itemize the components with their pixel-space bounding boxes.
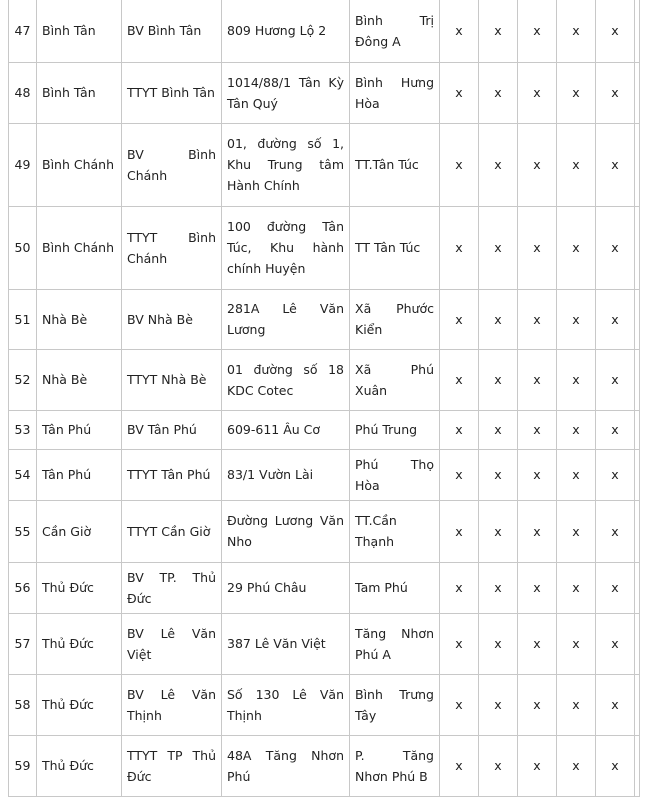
mark-cell: x: [440, 206, 479, 289]
mark-cell: x: [440, 449, 479, 500]
district-cell: Bình Chánh: [37, 206, 122, 289]
mark-cell: x: [557, 735, 596, 796]
mark-cell: x: [440, 289, 479, 349]
mark-cell: x: [518, 289, 557, 349]
facility-cell: BV Nhà Bè: [122, 289, 222, 349]
address-cell: 83/1 Vườn Lài: [222, 449, 350, 500]
address-cell: 609-611 Âu Cơ: [222, 410, 350, 449]
row-number: 48: [9, 62, 37, 123]
mark-cell: x: [557, 449, 596, 500]
table-row: [9, 123, 640, 206]
address-cell: 1014/88/1 Tân Kỳ Tân Quý: [222, 62, 350, 123]
mark-cell: x: [440, 735, 479, 796]
mark-cell: x: [440, 674, 479, 735]
table-row: [9, 349, 640, 410]
ward-cell: Xã Phước Kiển: [350, 289, 440, 349]
facility-cell: BV Bình Chánh: [122, 123, 222, 206]
district-cell: Cần Giờ: [37, 500, 122, 562]
mark-cell: x: [596, 123, 635, 206]
ward-cell: Tăng Nhơn Phú A: [350, 613, 440, 674]
mark-cell: x: [596, 206, 635, 289]
mark-cell: x: [479, 735, 518, 796]
mark-cell: x: [479, 289, 518, 349]
ward-cell: Phú Trung: [350, 410, 440, 449]
row-number: 49: [9, 123, 37, 206]
address-cell: 01 đường số 18 KDC Cotec: [222, 349, 350, 410]
mark-cell: x: [479, 449, 518, 500]
address-cell: 29 Phú Châu: [222, 562, 350, 613]
mark-cell: x: [557, 289, 596, 349]
mark-cell: x: [479, 410, 518, 449]
empty-cell: [635, 562, 640, 613]
facility-cell: TTYT TP Thủ Đức: [122, 735, 222, 796]
table-row: [9, 562, 640, 613]
empty-cell: [635, 289, 640, 349]
mark-cell: x: [557, 613, 596, 674]
row-number: 54: [9, 449, 37, 500]
mark-cell: x: [596, 289, 635, 349]
district-cell: Nhà Bè: [37, 289, 122, 349]
mark-cell: x: [596, 735, 635, 796]
address-cell: 281A Lê Văn Lương: [222, 289, 350, 349]
mark-cell: x: [596, 62, 635, 123]
ward-cell: P. Tăng Nhơn Phú B: [350, 735, 440, 796]
district-cell: Tân Phú: [37, 410, 122, 449]
ward-cell: Xã Phú Xuân: [350, 349, 440, 410]
mark-cell: x: [596, 349, 635, 410]
row-number: 47: [9, 0, 37, 62]
mark-cell: x: [440, 562, 479, 613]
address-cell: 48A Tăng Nhơn Phú: [222, 735, 350, 796]
row-number: 59: [9, 735, 37, 796]
table-row: [9, 0, 640, 62]
ward-cell: Bình Trị Đông A: [350, 0, 440, 62]
mark-cell: x: [596, 0, 635, 62]
mark-cell: x: [518, 613, 557, 674]
table-body: [9, 0, 640, 796]
mark-cell: x: [557, 562, 596, 613]
mark-cell: x: [479, 349, 518, 410]
empty-cell: [635, 449, 640, 500]
district-cell: Thủ Đức: [37, 735, 122, 796]
mark-cell: x: [440, 500, 479, 562]
facility-cell: TTYT Cần Giờ: [122, 500, 222, 562]
mark-cell: x: [518, 674, 557, 735]
address-cell: 387 Lê Văn Việt: [222, 613, 350, 674]
district-cell: Thủ Đức: [37, 674, 122, 735]
ward-cell: Phú Thọ Hòa: [350, 449, 440, 500]
mark-cell: x: [440, 62, 479, 123]
ward-cell: TT.Cần Thạnh: [350, 500, 440, 562]
empty-cell: [635, 0, 640, 62]
facility-cell: BV Lê Văn Việt: [122, 613, 222, 674]
mark-cell: x: [596, 500, 635, 562]
row-number: 53: [9, 410, 37, 449]
mark-cell: x: [479, 613, 518, 674]
row-number: 52: [9, 349, 37, 410]
mark-cell: x: [557, 410, 596, 449]
empty-cell: [635, 735, 640, 796]
mark-cell: x: [479, 206, 518, 289]
facility-cell: TTYT Bình Chánh: [122, 206, 222, 289]
mark-cell: x: [557, 674, 596, 735]
table-row: [9, 500, 640, 562]
mark-cell: x: [596, 613, 635, 674]
ward-cell: Tam Phú: [350, 562, 440, 613]
mark-cell: x: [479, 0, 518, 62]
mark-cell: x: [440, 123, 479, 206]
mark-cell: x: [518, 62, 557, 123]
facility-cell: BV Tân Phú: [122, 410, 222, 449]
row-number: 55: [9, 500, 37, 562]
empty-cell: [635, 674, 640, 735]
mark-cell: x: [479, 674, 518, 735]
mark-cell: x: [440, 0, 479, 62]
facility-table: [8, 0, 640, 797]
table-row: [9, 735, 640, 796]
empty-cell: [635, 613, 640, 674]
district-cell: Nhà Bè: [37, 349, 122, 410]
empty-cell: [635, 123, 640, 206]
mark-cell: x: [440, 349, 479, 410]
table-row: [9, 289, 640, 349]
mark-cell: x: [557, 500, 596, 562]
district-cell: Bình Tân: [37, 0, 122, 62]
facility-cell: BV Lê Văn Thịnh: [122, 674, 222, 735]
mark-cell: x: [518, 123, 557, 206]
facility-cell: TTYT Nhà Bè: [122, 349, 222, 410]
empty-cell: [635, 410, 640, 449]
address-cell: Đường Lương Văn Nho: [222, 500, 350, 562]
ward-cell: Bình Trưng Tây: [350, 674, 440, 735]
mark-cell: x: [596, 410, 635, 449]
row-number: 57: [9, 613, 37, 674]
row-number: 56: [9, 562, 37, 613]
mark-cell: x: [557, 0, 596, 62]
facility-table-container: [8, 0, 639, 797]
mark-cell: x: [596, 674, 635, 735]
mark-cell: x: [596, 449, 635, 500]
facility-cell: BV Bình Tân: [122, 0, 222, 62]
table-row: [9, 410, 640, 449]
mark-cell: x: [479, 500, 518, 562]
mark-cell: x: [557, 123, 596, 206]
facility-cell: TTYT Tân Phú: [122, 449, 222, 500]
mark-cell: x: [518, 410, 557, 449]
empty-cell: [635, 62, 640, 123]
table-row: [9, 449, 640, 500]
district-cell: Thủ Đức: [37, 613, 122, 674]
mark-cell: x: [518, 0, 557, 62]
table-row: [9, 674, 640, 735]
mark-cell: x: [518, 735, 557, 796]
table-row: [9, 206, 640, 289]
mark-cell: x: [479, 62, 518, 123]
district-cell: Bình Tân: [37, 62, 122, 123]
address-cell: 100 đường Tân Túc, Khu hành chính Huyện: [222, 206, 350, 289]
mark-cell: x: [557, 349, 596, 410]
mark-cell: x: [518, 500, 557, 562]
mark-cell: x: [479, 123, 518, 206]
ward-cell: Bình Hưng Hòa: [350, 62, 440, 123]
district-cell: Thủ Đức: [37, 562, 122, 613]
ward-cell: TT.Tân Túc: [350, 123, 440, 206]
mark-cell: x: [557, 206, 596, 289]
mark-cell: x: [596, 562, 635, 613]
table-row: [9, 62, 640, 123]
district-cell: Bình Chánh: [37, 123, 122, 206]
mark-cell: x: [479, 562, 518, 613]
mark-cell: x: [518, 349, 557, 410]
address-cell: 809 Hương Lộ 2: [222, 0, 350, 62]
table-row: [9, 613, 640, 674]
row-number: 51: [9, 289, 37, 349]
ward-cell: TT Tân Túc: [350, 206, 440, 289]
district-cell: Tân Phú: [37, 449, 122, 500]
mark-cell: x: [518, 562, 557, 613]
empty-cell: [635, 206, 640, 289]
row-number: 58: [9, 674, 37, 735]
mark-cell: x: [518, 449, 557, 500]
mark-cell: x: [440, 613, 479, 674]
empty-cell: [635, 349, 640, 410]
address-cell: Số 130 Lê Văn Thịnh: [222, 674, 350, 735]
mark-cell: x: [440, 410, 479, 449]
facility-cell: TTYT Bình Tân: [122, 62, 222, 123]
address-cell: 01, đường số 1, Khu Trung tâm Hành Chính: [222, 123, 350, 206]
facility-cell: BV TP. Thủ Đức: [122, 562, 222, 613]
mark-cell: x: [557, 62, 596, 123]
row-number: 50: [9, 206, 37, 289]
empty-cell: [635, 500, 640, 562]
mark-cell: x: [518, 206, 557, 289]
